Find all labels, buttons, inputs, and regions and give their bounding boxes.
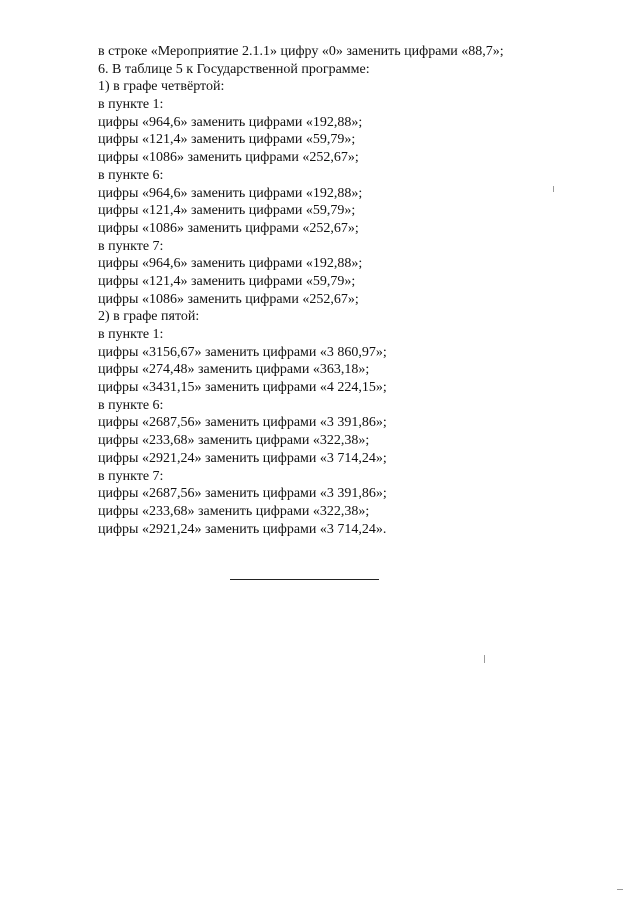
subsection-heading: 2) в графе пятой: <box>98 309 200 325</box>
text-line: цифры «121,4» заменить цифрами «59,79»; <box>98 273 356 289</box>
text-line: цифры «1086» заменить цифрами «252,67»; <box>98 291 359 307</box>
text-line: цифры «1086» заменить цифрами «252,67»; <box>98 150 359 166</box>
scan-speck <box>553 186 554 192</box>
closing-divider-line <box>230 579 379 580</box>
scan-speck <box>617 889 623 890</box>
text-line: цифры «3431,15» заменить цифрами «4 224,15»; <box>98 380 387 396</box>
text-line: цифры «1086» заменить цифрами «252,67»; <box>98 220 359 236</box>
item-heading: в пункте 6: <box>98 397 164 413</box>
text-line: цифры «233,68» заменить цифрами «322,38»; <box>98 433 370 449</box>
section-heading: 6. В таблице 5 к Государственной программе: <box>98 61 370 77</box>
text-line: цифры «2921,24» заменить цифрами «3 714,24». <box>98 521 387 537</box>
text-line: цифры «3156,67» заменить цифрами «3 860,97»; <box>98 344 387 360</box>
scan-speck <box>484 655 485 663</box>
text-line: цифры «964,6» заменить цифрами «192,88»; <box>98 185 363 201</box>
text-line: цифры «964,6» заменить цифрами «192,88»; <box>98 114 363 130</box>
text-line: цифры «121,4» заменить цифрами «59,79»; <box>98 203 356 219</box>
text-line: цифры «274,48» заменить цифрами «363,18»; <box>98 362 370 378</box>
item-heading: в пункте 7: <box>98 468 164 484</box>
text-line: цифры «2921,24» заменить цифрами «3 714,24»; <box>98 450 387 466</box>
text-line: цифры «964,6» заменить цифрами «192,88»; <box>98 256 363 272</box>
text-line: цифры «233,68» заменить цифрами «322,38»; <box>98 503 370 519</box>
item-heading: в пункте 6: <box>98 167 164 183</box>
item-heading: в пункте 1: <box>98 97 164 113</box>
text-line: цифры «2687,56» заменить цифрами «3 391,86»; <box>98 486 387 502</box>
item-heading: в пункте 7: <box>98 238 164 254</box>
text-line: в строке «Мероприятие 2.1.1» цифру «0» заменить цифрами «88,7»; <box>98 44 504 59</box>
amendment-text <box>98 43 618 538</box>
subsection-heading: 1) в графе четвёртой: <box>98 79 225 95</box>
text-line: цифры «121,4» заменить цифрами «59,79»; <box>98 132 356 148</box>
text-line: цифры «2687,56» заменить цифрами «3 391,86»; <box>98 415 387 431</box>
item-heading: в пункте 1: <box>98 327 164 342</box>
